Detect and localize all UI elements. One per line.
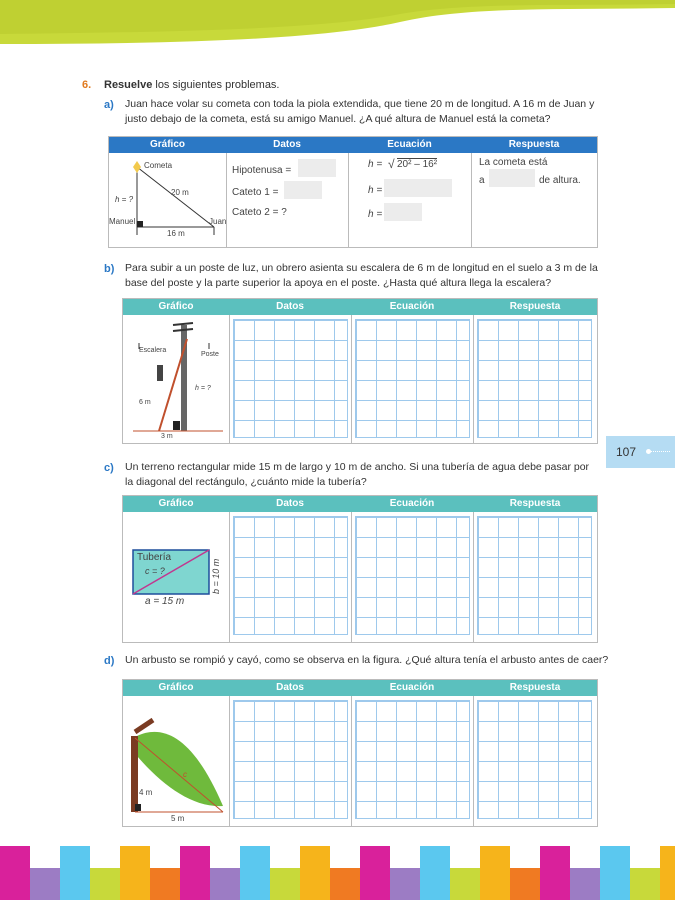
tab-dotted-line	[648, 451, 670, 454]
datos-cell	[226, 153, 349, 247]
header-respuesta: Respuesta	[473, 299, 597, 315]
respuesta-grid[interactable]	[477, 319, 592, 438]
ecuacion-grid[interactable]	[355, 700, 470, 819]
label-manuel: Manuel	[109, 217, 136, 226]
problem-a-label: a)	[104, 99, 114, 111]
ecuacion-cell	[351, 512, 474, 642]
label-6m: 6 m	[139, 399, 151, 406]
hipotenusa-blank[interactable]	[298, 159, 336, 177]
label-c: c	[183, 770, 187, 779]
eq-root: 20² – 16²	[397, 159, 438, 170]
respuesta-cell	[473, 512, 597, 642]
label-escalera: Escalera	[139, 347, 167, 354]
datos-grid[interactable]	[233, 516, 348, 635]
header-ecuacion: Ecuación	[351, 299, 473, 315]
ecuacion-cell	[351, 696, 474, 826]
problem-c-text: Un terreno rectangular mide 15 m de largo y 10 m de ancho. Si una tubería de agua debe pasar por la diagonal del rectángulo, ¿cuánto mide la tubería?	[125, 461, 590, 488]
exercise-title-rest: los siguientes problemas.	[152, 79, 280, 91]
sqrt-icon: √	[388, 157, 395, 171]
bottom-color-bar	[0, 846, 675, 900]
grafico-cell	[109, 153, 227, 247]
label-16m: 16 m	[167, 229, 185, 238]
cateto1-label: Cateto 1 =	[232, 187, 279, 198]
grafico-cell	[123, 315, 230, 443]
label-juan: Juan	[209, 217, 227, 226]
problem-d-table	[122, 679, 598, 827]
header-grafico: Gráfico	[123, 299, 229, 315]
label-20m: 20 m	[171, 188, 189, 197]
label-tuberia: Tubería	[137, 552, 172, 563]
header-datos: Datos	[229, 299, 351, 315]
header-ecuacion: Ecuación	[351, 680, 473, 696]
label-poste: Poste	[201, 351, 219, 358]
label-h: h = ?	[115, 195, 134, 204]
datos-grid[interactable]	[233, 700, 348, 819]
header-respuesta: Respuesta	[471, 137, 597, 153]
table-header-c	[123, 496, 597, 512]
hipotenusa-label: Hipotenusa =	[232, 165, 292, 176]
ecuacion-cell	[351, 315, 474, 443]
grafico-cell	[123, 512, 230, 642]
eq-h3: h =	[368, 209, 383, 220]
cateto2-label: Cateto 2 = ?	[232, 207, 287, 218]
grafico-cell	[123, 696, 230, 826]
eq-h2: h =	[368, 185, 383, 196]
datos-grid[interactable]	[233, 319, 348, 438]
page-number-tab	[606, 436, 675, 468]
page-number: 107	[616, 445, 637, 459]
label-b: b = 10 m	[211, 558, 221, 594]
label-3m: 3 m	[161, 433, 173, 440]
table-header-a	[109, 137, 597, 153]
header-respuesta: Respuesta	[473, 680, 597, 696]
datos-cell	[229, 696, 352, 826]
problem-d-text: Un arbusto se rompió y cayó, como se observa en la figura. ¿Qué altura tenía el arbusto antes de caer?	[125, 654, 609, 666]
problem-a-table	[108, 136, 598, 248]
respuesta-cell	[471, 153, 597, 247]
cateto1-blank[interactable]	[284, 181, 322, 199]
label-cometa: Cometa	[144, 161, 173, 170]
respuesta-grid[interactable]	[477, 516, 592, 635]
broken-bush-figure	[123, 696, 229, 826]
eq-h2-blank[interactable]	[384, 179, 452, 197]
label-c: c = ?	[145, 566, 165, 576]
problem-b-text: Para subir a un poste de luz, un obrero asienta su escalera de 6 m de longitud en el suelo a 3 m de la base del poste y la parte superior la apoya en el poste. ¿Hasta qué altura llega la escalera?	[125, 262, 598, 289]
label-5m: 5 m	[171, 814, 185, 823]
problem-c-label: c)	[104, 462, 114, 474]
problem-a-text: Juan hace volar su cometa con toda la piola extendida, que tiene 20 m de longitud. A 16 m de Juan y justo debajo de la cometa, está su amigo Manuel. ¿A qué altura de Manuel está la cometa?	[125, 98, 595, 125]
ladder-pole-figure	[123, 315, 229, 443]
eq-h-lhs: h =	[368, 159, 383, 170]
exercise-number: 6.	[82, 79, 92, 91]
respuesta-cell	[473, 315, 597, 443]
problem-d-label: d)	[104, 655, 115, 667]
label-h: h = ?	[195, 385, 211, 392]
respuesta-cell	[473, 696, 597, 826]
datos-cell	[229, 512, 352, 642]
label-4m: 4 m	[139, 788, 153, 797]
eq-h3-blank[interactable]	[384, 203, 422, 221]
datos-cell	[229, 315, 352, 443]
header-ecuacion: Ecuación	[351, 496, 473, 512]
header-datos: Datos	[229, 496, 351, 512]
respuesta-grid[interactable]	[477, 700, 592, 819]
problem-b-table	[122, 298, 598, 444]
header-ecuacion: Ecuación	[348, 137, 471, 153]
header-grafico: Gráfico	[109, 137, 226, 153]
problem-c-table	[122, 495, 598, 643]
header-wave-banner	[0, 0, 675, 60]
respuesta-blank[interactable]	[489, 169, 535, 187]
ecuacion-grid[interactable]	[355, 516, 470, 635]
header-datos: Datos	[229, 680, 351, 696]
respuesta-a: a	[479, 175, 485, 186]
header-respuesta: Respuesta	[473, 496, 597, 512]
table-header-d	[123, 680, 597, 696]
label-a: a = 15 m	[145, 596, 185, 607]
table-header-b	[123, 299, 597, 315]
respuesta-line1: La cometa está	[479, 157, 548, 168]
respuesta-end: de altura.	[539, 175, 581, 186]
ecuacion-grid[interactable]	[355, 319, 470, 438]
exercise-title	[104, 79, 280, 91]
ecuacion-cell	[348, 153, 472, 247]
header-datos: Datos	[226, 137, 348, 153]
problem-b-label: b)	[104, 263, 115, 275]
exercise-title-bold: Resuelve	[104, 79, 153, 91]
header-grafico: Gráfico	[123, 496, 229, 512]
header-grafico: Gráfico	[123, 680, 229, 696]
